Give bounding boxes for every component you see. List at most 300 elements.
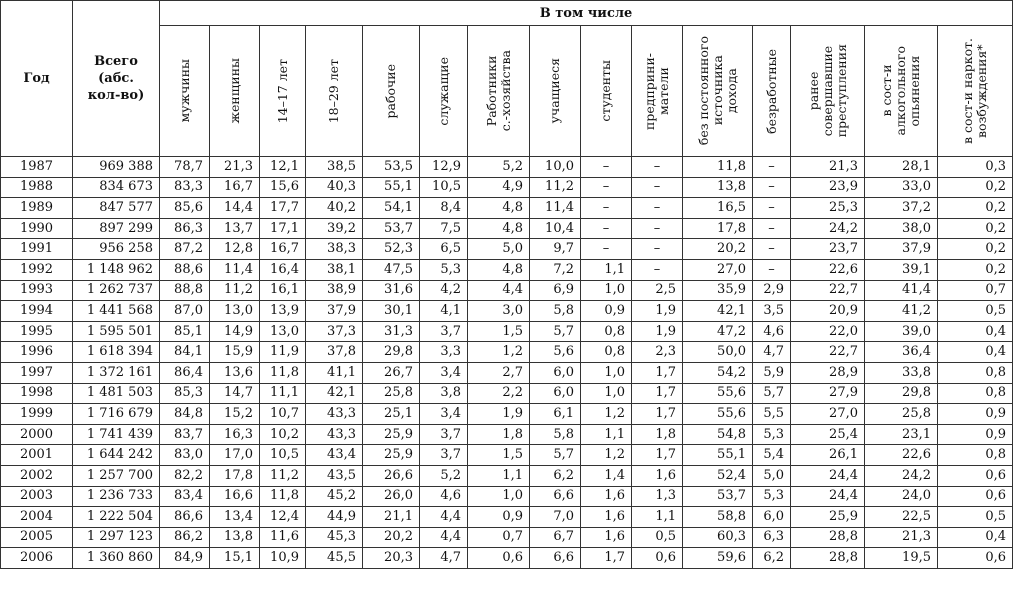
column-header [753, 26, 791, 157]
value-cell: 85,3 [160, 383, 210, 404]
value-cell: 28,9 [791, 362, 865, 383]
column-header-line: дохода [723, 68, 739, 114]
value-cell: 27,9 [791, 383, 865, 404]
total-cell: 1 297 123 [73, 527, 160, 548]
value-cell: 21,3 [865, 527, 938, 548]
value-cell: 3,3 [420, 342, 468, 363]
value-cell: 26,7 [363, 362, 420, 383]
value-cell: 1,2 [468, 342, 530, 363]
value-cell: 41,1 [306, 362, 363, 383]
value-cell: 12,8 [210, 239, 260, 260]
table-row [1, 507, 1013, 528]
value-cell: 1,0 [581, 362, 632, 383]
column-header [363, 26, 420, 157]
value-cell: 12,9 [420, 157, 468, 178]
value-cell: 0,5 [938, 507, 1013, 528]
year-cell: 1997 [1, 362, 73, 383]
value-cell: 15,9 [210, 342, 260, 363]
value-cell: 10,7 [260, 404, 306, 425]
column-header-line: рабочие [383, 63, 398, 119]
year-cell: 1990 [1, 218, 73, 239]
column-header [306, 26, 363, 157]
value-cell: 5,8 [530, 301, 581, 322]
value-cell: 17,1 [260, 218, 306, 239]
column-header [865, 26, 938, 157]
value-cell: 0,6 [938, 548, 1013, 569]
table-row [1, 548, 1013, 569]
value-cell: 1,9 [632, 321, 683, 342]
value-cell: 39,0 [865, 321, 938, 342]
value-cell: – [753, 218, 791, 239]
value-cell: 26,1 [791, 445, 865, 466]
value-cell: 1,5 [468, 445, 530, 466]
value-cell: 11,4 [530, 198, 581, 219]
column-header-line: студенты [598, 60, 613, 122]
value-cell: 85,1 [160, 321, 210, 342]
value-cell: 41,4 [865, 280, 938, 301]
year-cell: 1992 [1, 259, 73, 280]
value-cell: – [753, 198, 791, 219]
value-cell: 45,3 [306, 527, 363, 548]
value-cell: – [753, 239, 791, 260]
value-cell: 22,6 [865, 445, 938, 466]
value-cell: 35,9 [683, 280, 753, 301]
value-cell: 84,8 [160, 404, 210, 425]
value-cell: 31,6 [363, 280, 420, 301]
value-cell: 84,1 [160, 342, 210, 363]
value-cell: 16,5 [683, 198, 753, 219]
column-header-label [880, 46, 922, 135]
total-cell: 1 222 504 [73, 507, 160, 528]
value-cell: 1,7 [581, 548, 632, 569]
column-header-line: в сост-и [879, 64, 894, 117]
value-cell: 11,8 [260, 362, 306, 383]
value-cell: 16,7 [210, 177, 260, 198]
year-cell: 1996 [1, 342, 73, 363]
table-row [1, 321, 1013, 342]
total-cell: 1 372 161 [73, 362, 160, 383]
table-row [1, 157, 1013, 178]
value-cell: 38,1 [306, 259, 363, 280]
value-cell: 27,0 [683, 259, 753, 280]
value-cell: 25,3 [791, 198, 865, 219]
value-cell: 22,0 [791, 321, 865, 342]
value-cell: 6,5 [420, 239, 468, 260]
value-cell: 1,8 [468, 424, 530, 445]
value-cell: 47,5 [363, 259, 420, 280]
value-cell: 3,7 [420, 424, 468, 445]
value-cell: 0,3 [938, 157, 1013, 178]
value-cell: 87,0 [160, 301, 210, 322]
total-cell: 1 148 962 [73, 259, 160, 280]
value-cell: 5,2 [468, 157, 530, 178]
total-cell: 1 236 733 [73, 486, 160, 507]
value-cell: 1,0 [581, 383, 632, 404]
value-cell: 0,2 [938, 239, 1013, 260]
table-row [1, 486, 1013, 507]
value-cell: 47,2 [683, 321, 753, 342]
total-cell: 1 716 679 [73, 404, 160, 425]
value-cell: 15,2 [210, 404, 260, 425]
value-cell: 4,4 [420, 527, 468, 548]
value-cell: 83,7 [160, 424, 210, 445]
value-cell: 45,2 [306, 486, 363, 507]
year-cell: 1987 [1, 157, 73, 178]
column-header-line: источника [709, 56, 725, 126]
value-cell: 78,7 [160, 157, 210, 178]
column-header [938, 26, 1013, 157]
value-cell: 55,6 [683, 404, 753, 425]
value-cell: 0,8 [938, 445, 1013, 466]
total-cell: 1 262 737 [73, 280, 160, 301]
value-cell: 1,6 [581, 486, 632, 507]
total-cell: 1 741 439 [73, 424, 160, 445]
value-cell: 26,6 [363, 465, 420, 486]
column-header-line: совершавшие [819, 45, 835, 137]
column-header [791, 26, 865, 157]
value-cell: – [632, 259, 683, 280]
value-cell: 4,6 [420, 486, 468, 507]
column-header [581, 26, 632, 157]
total-header-line: кол-во) [87, 88, 145, 103]
value-cell: 2,9 [753, 280, 791, 301]
table-row [1, 383, 1013, 404]
value-cell: 0,4 [938, 527, 1013, 548]
value-cell: 11,2 [530, 177, 581, 198]
value-cell: 86,2 [160, 527, 210, 548]
value-cell: 7,5 [420, 218, 468, 239]
value-cell: 5,6 [530, 342, 581, 363]
value-cell: 53,7 [683, 486, 753, 507]
value-cell: – [632, 177, 683, 198]
value-cell: 55,6 [683, 383, 753, 404]
value-cell: 25,9 [791, 507, 865, 528]
value-cell: 53,5 [363, 157, 420, 178]
value-cell: 0,9 [938, 404, 1013, 425]
column-header-label [178, 59, 192, 122]
value-cell: 1,2 [581, 404, 632, 425]
total-cell: 1 595 501 [73, 321, 160, 342]
value-cell: 60,3 [683, 527, 753, 548]
value-cell: 4,4 [420, 507, 468, 528]
total-header-line: Всего [94, 54, 138, 69]
value-cell: 10,2 [260, 424, 306, 445]
value-cell: 0,8 [581, 342, 632, 363]
value-cell: 2,2 [468, 383, 530, 404]
value-cell: 15,1 [210, 548, 260, 569]
total-cell: 969 388 [73, 157, 160, 178]
year-cell: 2006 [1, 548, 73, 569]
value-cell: 14,7 [210, 383, 260, 404]
value-cell: 37,3 [306, 321, 363, 342]
value-cell: 10,9 [260, 548, 306, 569]
value-cell: 22,6 [791, 259, 865, 280]
column-header-line: с.-хозяйства [497, 50, 513, 132]
total-cell: 1 441 568 [73, 301, 160, 322]
value-cell: 6,3 [753, 527, 791, 548]
value-cell: 45,5 [306, 548, 363, 569]
column-header-line: женщины [226, 58, 242, 124]
value-cell: 23,9 [791, 177, 865, 198]
value-cell: 23,1 [865, 424, 938, 445]
value-cell: 6,6 [530, 548, 581, 569]
value-cell: 20,3 [363, 548, 420, 569]
value-cell: 86,6 [160, 507, 210, 528]
table-body [1, 157, 1013, 569]
value-cell: 10,5 [420, 177, 468, 198]
value-cell: 11,9 [260, 342, 306, 363]
value-cell: 53,7 [363, 218, 420, 239]
total-cell: 1 257 700 [73, 465, 160, 486]
value-cell: 1,7 [632, 362, 683, 383]
year-cell: 1998 [1, 383, 73, 404]
value-cell: 13,9 [260, 301, 306, 322]
column-header [632, 26, 683, 157]
value-cell: 16,6 [210, 486, 260, 507]
value-cell: – [753, 157, 791, 178]
value-cell: 83,4 [160, 486, 210, 507]
value-cell: 1,1 [581, 424, 632, 445]
value-cell: 0,5 [938, 301, 1013, 322]
value-cell: 23,7 [791, 239, 865, 260]
total-cell: 1 481 503 [73, 383, 160, 404]
total-cell: 834 673 [73, 177, 160, 198]
value-cell: 86,4 [160, 362, 210, 383]
total-column-header [73, 1, 160, 157]
value-cell: 43,5 [306, 465, 363, 486]
value-cell: 16,3 [210, 424, 260, 445]
value-cell: 50,0 [683, 342, 753, 363]
column-header-line: предприни- [642, 52, 657, 130]
value-cell: 20,2 [683, 239, 753, 260]
value-cell: 21,3 [210, 157, 260, 178]
value-cell: 39,1 [865, 259, 938, 280]
value-cell: 1,1 [581, 259, 632, 280]
column-header-label [437, 57, 451, 126]
value-cell: 33,8 [865, 362, 938, 383]
value-cell: 1,6 [581, 527, 632, 548]
value-cell: 36,4 [865, 342, 938, 363]
value-cell: 1,7 [632, 383, 683, 404]
column-header-line: 18–29 лет [326, 58, 341, 124]
value-cell: 6,7 [530, 527, 581, 548]
value-cell: 20,9 [791, 301, 865, 322]
year-cell: 2002 [1, 465, 73, 486]
value-cell: 10,5 [260, 445, 306, 466]
year-cell: 2004 [1, 507, 73, 528]
value-cell: 4,8 [468, 218, 530, 239]
value-cell: 3,7 [420, 445, 468, 466]
column-header-label [485, 50, 513, 131]
value-cell: 6,1 [530, 404, 581, 425]
column-header-line: Работники [483, 55, 499, 127]
value-cell: 10,4 [530, 218, 581, 239]
value-cell: 1,7 [632, 404, 683, 425]
value-cell: 21,1 [363, 507, 420, 528]
column-header [683, 26, 753, 157]
value-cell: 43,3 [306, 424, 363, 445]
column-header-label [807, 44, 849, 137]
total-cell: 1 360 860 [73, 548, 160, 569]
value-cell: 4,8 [468, 198, 530, 219]
value-cell: 25,1 [363, 404, 420, 425]
value-cell: – [632, 157, 683, 178]
year-cell: 1991 [1, 239, 73, 260]
value-cell: 3,4 [420, 362, 468, 383]
value-cell: 38,3 [306, 239, 363, 260]
value-cell: 0,7 [938, 280, 1013, 301]
column-header [420, 26, 468, 157]
value-cell: 6,2 [753, 548, 791, 569]
value-cell: – [753, 259, 791, 280]
column-header-line: ранее [805, 71, 821, 111]
column-header-label [276, 59, 290, 123]
value-cell: 14,9 [210, 321, 260, 342]
value-cell: 20,2 [363, 527, 420, 548]
value-cell: 13,0 [260, 321, 306, 342]
value-cell: 16,1 [260, 280, 306, 301]
total-header-line: (абс. [98, 71, 134, 86]
value-cell: 0,2 [938, 177, 1013, 198]
value-cell: 41,2 [865, 301, 938, 322]
value-cell: 3,8 [420, 383, 468, 404]
value-cell: 58,8 [683, 507, 753, 528]
value-cell: 8,4 [420, 198, 468, 219]
table-row [1, 177, 1013, 198]
value-cell: 12,1 [260, 157, 306, 178]
value-cell: 83,3 [160, 177, 210, 198]
column-header-line: без постоянного [695, 36, 711, 146]
value-cell: 25,9 [363, 445, 420, 466]
column-header-label [765, 49, 779, 134]
year-cell: 2003 [1, 486, 73, 507]
value-cell: 0,7 [468, 527, 530, 548]
value-cell: 17,8 [210, 465, 260, 486]
table-row [1, 280, 1013, 301]
value-cell: 82,2 [160, 465, 210, 486]
value-cell: 11,1 [260, 383, 306, 404]
value-cell: 5,0 [753, 465, 791, 486]
table-row [1, 301, 1013, 322]
value-cell: 2,5 [632, 280, 683, 301]
year-cell: 2001 [1, 445, 73, 466]
value-cell: 0,2 [938, 218, 1013, 239]
table-row [1, 239, 1013, 260]
value-cell: 4,1 [420, 301, 468, 322]
value-cell: 5,3 [420, 259, 468, 280]
value-cell: – [632, 198, 683, 219]
total-cell: 1 618 394 [73, 342, 160, 363]
column-header [260, 26, 306, 157]
value-cell: – [632, 239, 683, 260]
table-row [1, 198, 1013, 219]
value-cell: 1,7 [632, 445, 683, 466]
table-row [1, 218, 1013, 239]
value-cell: 5,7 [530, 445, 581, 466]
value-cell: 6,9 [530, 280, 581, 301]
table-row [1, 445, 1013, 466]
value-cell: 4,8 [468, 259, 530, 280]
value-cell: 40,2 [306, 198, 363, 219]
value-cell: 39,2 [306, 218, 363, 239]
table-row [1, 527, 1013, 548]
column-header-line: служащие [435, 56, 451, 126]
value-cell: 11,2 [210, 280, 260, 301]
value-cell: 25,8 [363, 383, 420, 404]
table-row [1, 465, 1013, 486]
value-cell: 11,2 [260, 465, 306, 486]
value-cell: 54,8 [683, 424, 753, 445]
year-cell: 1993 [1, 280, 73, 301]
value-cell: 26,0 [363, 486, 420, 507]
value-cell: 4,7 [420, 548, 468, 569]
column-header-label [548, 58, 562, 123]
value-cell: 9,7 [530, 239, 581, 260]
value-cell: 11,4 [210, 259, 260, 280]
value-cell: 22,5 [865, 507, 938, 528]
value-cell: 12,4 [260, 507, 306, 528]
value-cell: 5,7 [753, 383, 791, 404]
total-cell: 897 299 [73, 218, 160, 239]
value-cell: 40,3 [306, 177, 363, 198]
value-cell: 0,5 [632, 527, 683, 548]
value-cell: 1,6 [632, 465, 683, 486]
value-cell: 13,4 [210, 507, 260, 528]
value-cell: 83,0 [160, 445, 210, 466]
value-cell: 0,4 [938, 321, 1013, 342]
value-cell: 54,1 [363, 198, 420, 219]
column-header-label [384, 64, 398, 119]
value-cell: 0,2 [938, 259, 1013, 280]
value-cell: 43,4 [306, 445, 363, 466]
value-cell: 37,9 [306, 301, 363, 322]
column-header [160, 26, 210, 157]
value-cell: 21,3 [791, 157, 865, 178]
value-cell: 0,9 [468, 507, 530, 528]
value-cell: 1,4 [581, 465, 632, 486]
value-cell: 0,6 [632, 548, 683, 569]
value-cell: 7,2 [530, 259, 581, 280]
value-cell: 4,4 [468, 280, 530, 301]
value-cell: 1,5 [468, 321, 530, 342]
value-cell: – [753, 177, 791, 198]
value-cell: 28,8 [791, 548, 865, 569]
value-cell: 1,9 [468, 404, 530, 425]
value-cell: 22,7 [791, 342, 865, 363]
value-cell: 1,6 [581, 507, 632, 528]
value-cell: 55,1 [363, 177, 420, 198]
column-header-line: учащиеся [547, 58, 562, 124]
value-cell: 42,1 [683, 301, 753, 322]
year-cell: 1995 [1, 321, 73, 342]
value-cell: 0,9 [581, 301, 632, 322]
table-row [1, 259, 1013, 280]
value-cell: 28,1 [865, 157, 938, 178]
value-cell: 1,1 [468, 465, 530, 486]
column-header-label [228, 58, 242, 123]
value-cell: 24,4 [791, 486, 865, 507]
value-cell: 1,2 [581, 445, 632, 466]
value-cell: 88,8 [160, 280, 210, 301]
value-cell: 7,0 [530, 507, 581, 528]
value-cell: 11,6 [260, 527, 306, 548]
value-cell: 4,6 [753, 321, 791, 342]
value-cell: 13,7 [210, 218, 260, 239]
value-cell: 38,9 [306, 280, 363, 301]
year-cell: 1994 [1, 301, 73, 322]
year-cell: 2000 [1, 424, 73, 445]
value-cell: 87,2 [160, 239, 210, 260]
